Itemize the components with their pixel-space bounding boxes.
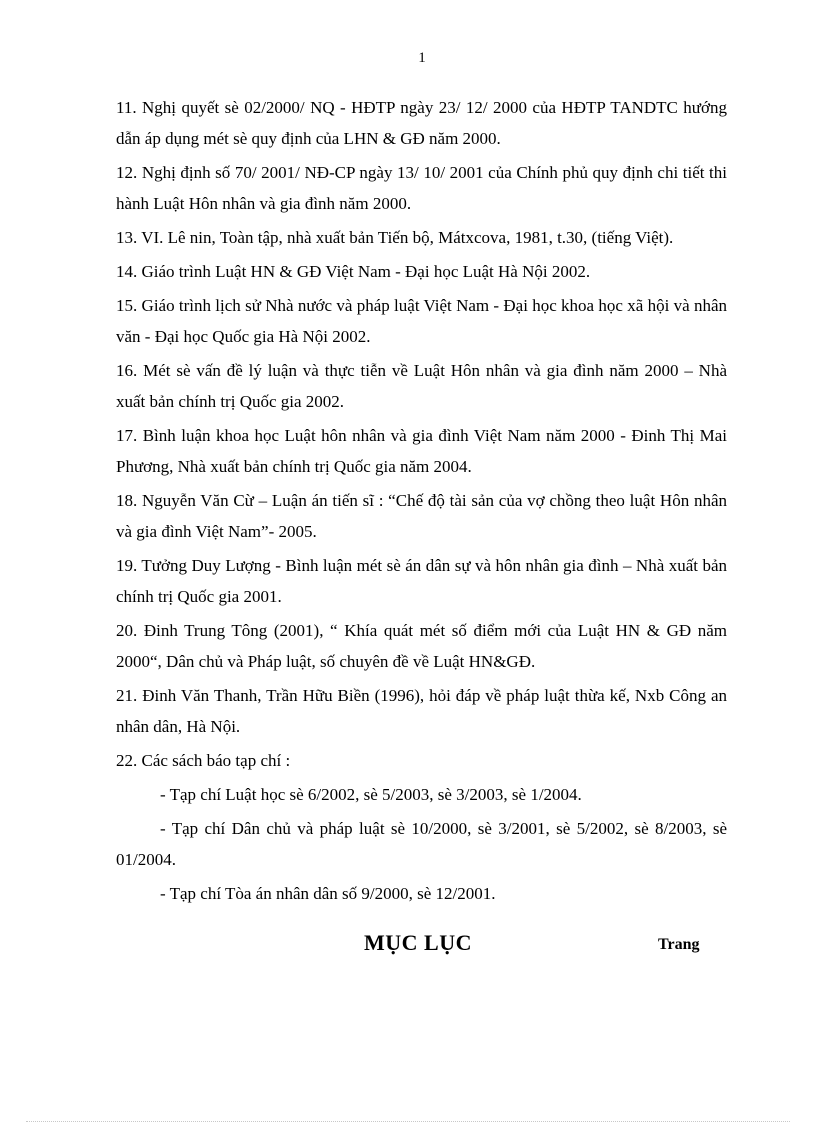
reference-item: 16. Mét sè vấn đề lý luận và thực tiễn về Luật Hôn nhân và gia đình năm 2000 – Nhà xuất bản chính trị Quốc gia 2002. — [116, 361, 727, 411]
toc-title: MỤC LỤC — [364, 930, 472, 955]
toc-page-label: Trang — [658, 936, 700, 953]
reference-item: 21. Đinh Văn Thanh, Trần Hữu Biền (1996), hỏi đáp về pháp luật thừa kế, Nxb Công an nhân dân, Hà Nội. — [116, 686, 727, 736]
journal-item: - Tạp chí Luật học sè 6/2002, sè 5/2003, sè 3/2003, sè 1/2004. — [160, 785, 582, 804]
journal-item: - Tạp chí Dân chủ và pháp luật sè 10/2000, sè 3/2001, sè 5/2002, sè 8/2003, sè 01/2004. — [116, 819, 727, 869]
reference-item: 22. Các sách báo tạp chí : — [116, 751, 291, 770]
reference-item: 20. Đinh Trung Tông (2001), “ Khía quát mét số điểm mới của Luật HN & GĐ năm 2000“, Dân chủ và Pháp luật, số chuyên đề về Luật HN&GĐ. — [116, 621, 727, 671]
reference-item: 15. Giáo trình lịch sử Nhà nước và pháp luật Việt Nam - Đại học khoa học xã hội và nhân văn - Đại học Quốc gia Hà Nội 2002. — [116, 296, 727, 346]
reference-list — [116, 92, 727, 912]
reference-item: 18. Nguyễn Văn Cừ – Luận án tiến sĩ : “Chế độ tài sản của vợ chồng theo luật Hôn nhân và gia đình Việt Nam”- 2005. — [116, 491, 727, 541]
reference-item: 12. Nghị định số 70/ 2001/ NĐ-CP ngày 13/ 10/ 2001 của Chính phủ quy định chi tiết thi hành Luật Hôn nhân và gia đình năm 2000. — [116, 163, 727, 213]
reference-item: 13. VI. Lê nin, Toàn tập, nhà xuất bản Tiến bộ, Mátxcova, 1981, t.30, (tiếng Việt). — [116, 228, 674, 247]
reference-item: 17. Bình luận khoa học Luật hôn nhân và gia đình Việt Nam năm 2000 - Đinh Thị Mai Phương, Nhà xuất bản chính trị Quốc gia năm 2004. — [116, 426, 727, 476]
page-bottom-border — [26, 1121, 790, 1122]
reference-item: 19. Tưởng Duy Lượng - Bình luận mét sè án dân sự và hôn nhân gia đình – Nhà xuất bản chính trị Quốc gia 2001. — [116, 556, 727, 606]
reference-item: 14. Giáo trình Luật HN & GĐ Việt Nam - Đại học Luật Hà Nội 2002. — [116, 262, 591, 281]
table-of-contents-header — [116, 930, 727, 964]
reference-item: 11. Nghị quyết sè 02/2000/ NQ - HĐTP ngày 23/ 12/ 2000 của HĐTP TANDTC hướng dẫn áp dụng mét sè quy định của LHN & GĐ năm 2000. — [116, 98, 727, 148]
page-number: 1 — [418, 50, 426, 66]
journal-item: - Tạp chí Tòa án nhân dân số 9/2000, sè 12/2001. — [160, 884, 496, 903]
